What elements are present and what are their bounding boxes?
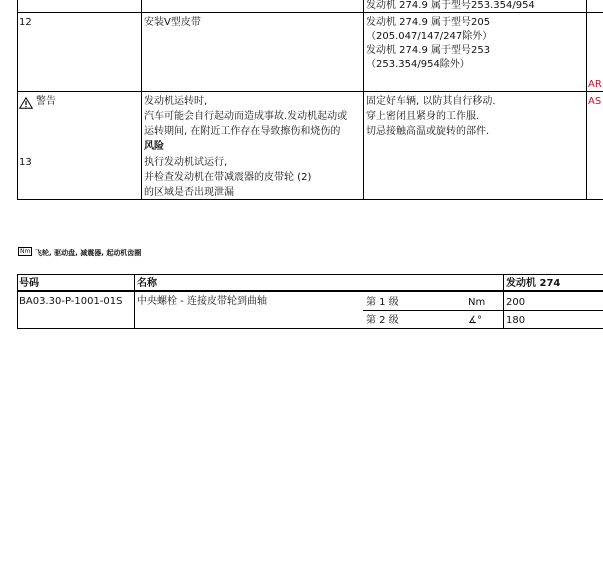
- warning-label: 警告: [36, 96, 56, 107]
- header-engine: 发动机 274: [506, 278, 561, 289]
- measure-line: 穿上密闭且紧身的工作服.: [366, 111, 480, 122]
- header-id: 号码: [19, 278, 39, 289]
- warning-text-line: 发动机运转时,: [144, 96, 208, 107]
- step-action-line: 执行发动机试运行,: [144, 157, 228, 168]
- warning-text-line: 汽车可能会自行起动而造成事故.发动机起动或: [144, 111, 348, 122]
- step-action-line: 的区域是否出现泄漏: [144, 187, 234, 198]
- note-line: （253.354/954除外）: [366, 59, 470, 70]
- warning-risk: 风险: [144, 141, 164, 152]
- table-divider-3: [586, 0, 587, 199]
- stage-value: 180: [506, 315, 526, 326]
- torque-divider-2: [503, 274, 504, 328]
- measure-line: 切忌接触高温或旋转的部件.: [366, 126, 490, 137]
- stage-value: 200: [506, 297, 526, 308]
- step-number: 13: [19, 157, 32, 168]
- stage-label: 第 2 级: [366, 315, 399, 326]
- step-action: 安装Ⅴ型皮带: [144, 17, 201, 28]
- torque-stage-line: [363, 310, 603, 311]
- measure-line: 固定好车辆, 以防其自行移动.: [366, 96, 496, 107]
- torque-divider-1: [134, 274, 135, 328]
- row-line-2: [17, 91, 603, 92]
- torque-header-line: [17, 290, 603, 292]
- torque-icon: Nm: [20, 248, 31, 255]
- step-number: 12: [19, 17, 32, 28]
- torque-section-title: 飞轮, 驱动盘, 减震器, 起动机齿圈: [35, 249, 142, 257]
- torque-table-bottom: [17, 328, 603, 329]
- torque-table-top: [17, 274, 603, 275]
- stage-unit: Nm: [468, 297, 486, 308]
- note-line: 发动机 274.9 属于型号205: [366, 17, 491, 28]
- torque-name: 中央螺栓 - 连接皮带轮到曲轴: [137, 296, 267, 307]
- row-line-bottom: [17, 199, 603, 200]
- note-line: 发动机 274.9 属于型号253: [366, 45, 491, 56]
- warning-icon: [19, 94, 33, 113]
- side-code-link[interactable]: AR: [588, 79, 602, 90]
- note-line: （205.047/147/247除外）: [366, 31, 493, 42]
- header-name: 名称: [137, 278, 157, 289]
- table-divider-1: [141, 0, 142, 199]
- table-divider-2: [363, 0, 364, 199]
- stage-label: 第 1 级: [366, 297, 399, 308]
- side-code-link[interactable]: AS: [588, 96, 602, 107]
- note-line: 发动机 274.9 属于型号253.354/954: [366, 0, 535, 11]
- step-action-line: 并检查发动机在带减震器的皮带轮 (2): [144, 172, 312, 183]
- torque-border-left: [17, 274, 18, 328]
- warning-text-line: 运转期间, 在附近工作存在导致擦伤和烧伤的: [144, 126, 341, 137]
- table-border-left: [17, 0, 18, 199]
- row-line-1: [17, 12, 603, 13]
- torque-id-link[interactable]: BA03.30-P-1001-01S: [19, 296, 123, 307]
- angle-icon: ∡°: [468, 315, 482, 326]
